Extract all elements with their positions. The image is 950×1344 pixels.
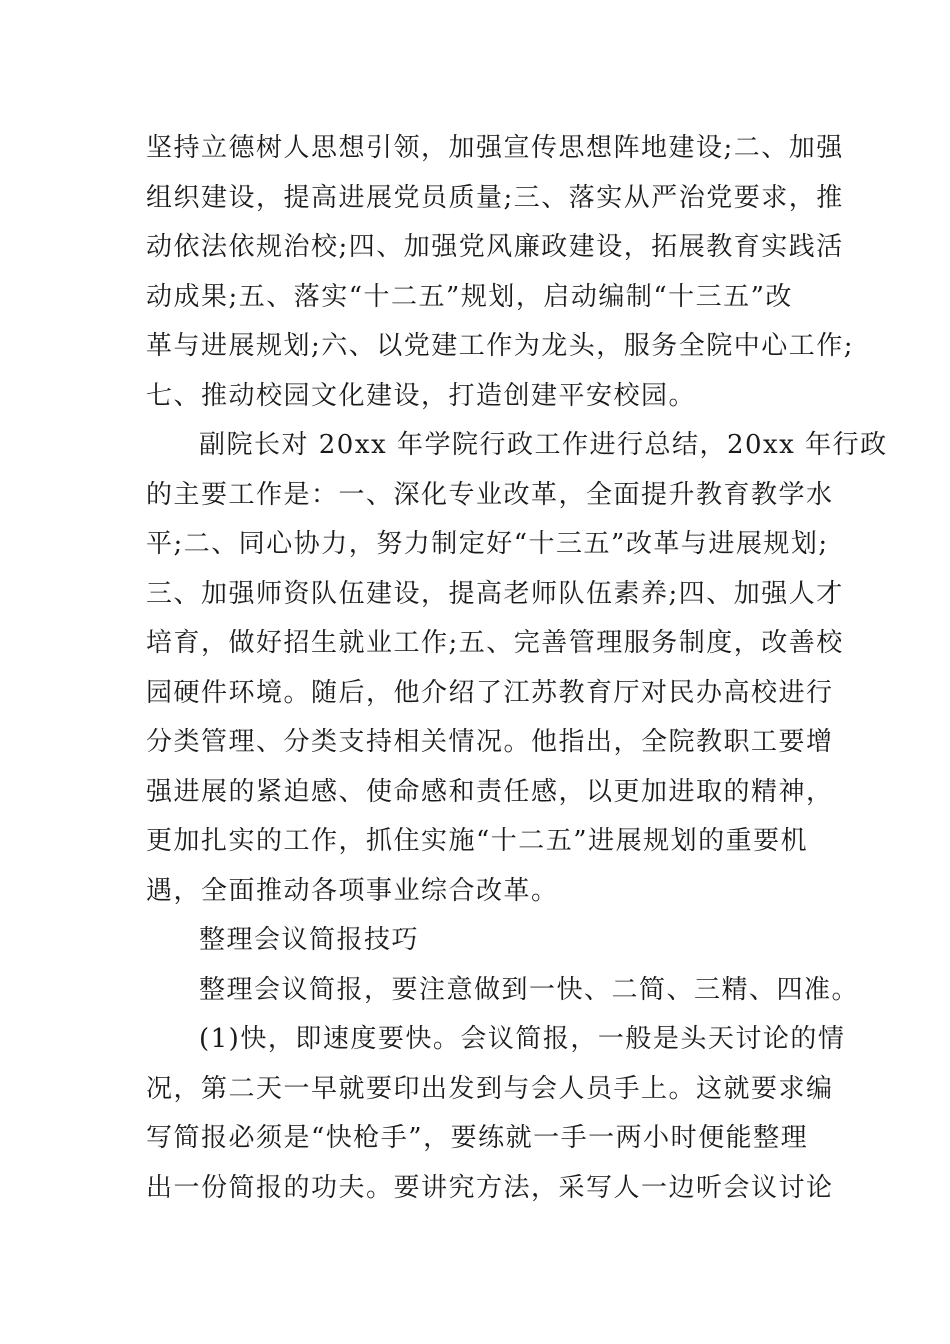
- text-line: 的主要工作是：一、深化专业改革，全面提升教育教学水: [146, 479, 834, 510]
- text-line: 园硬件环境。随后，他介绍了江苏教育厅对民办高校进行: [146, 677, 834, 708]
- text-line: 分类管理、分类支持相关情况。他指出，全院教职工要增: [146, 727, 834, 757]
- text-line: 动依法依规治校;四、加强党风廉政建设，拓展教育实践活: [146, 232, 844, 262]
- text-line: 写简报必须是“快枪手”，要练就一手一两小时便能整理: [146, 1123, 809, 1153]
- text-line: 强进展的紧迫感、使命感和责任感，以更加进取的精神，: [146, 776, 834, 807]
- text-line: 三、加强师资队伍建设，提高老师队伍素养;四、加强人才: [146, 578, 844, 609]
- text-line: 更加扎实的工作，抓住实施“十二五”进展规划的重要机: [146, 826, 809, 856]
- text-line: 况，第二天一早就要印出发到与会人员手上。这就要求编: [146, 1073, 834, 1104]
- text-line: 组织建设，提高进展党员质量;三、落实从严治党要求，推: [146, 182, 844, 213]
- text-line: 遇，全面推动各项事业综合改革。: [146, 875, 559, 906]
- text-line: (1)快，即速度要快。会议简报，一般是头天讨论的情: [199, 1024, 846, 1054]
- text-line: 培育，做好招生就业工作;五、完善管理服务制度，改善校: [146, 628, 844, 658]
- text-line: 革与进展规划;六、以党建工作为龙头，服务全院中心工作;: [146, 331, 855, 361]
- text-line: 整理会议简报，要注意做到一快、二简、三精、四准。: [199, 974, 860, 1005]
- text-line: 坚持立德树人思想引领，加强宣传思想阵地建设;二、加强: [146, 133, 844, 163]
- section-heading: 整理会议简报技巧: [199, 925, 420, 955]
- text-line: 副院长对 20xx 年学院行政工作进行总结，20xx 年行政: [199, 430, 888, 460]
- text-line: 七、推动校园文化建设，打造创建平安校园。: [146, 380, 697, 411]
- document-body: [146, 124, 888, 1213]
- text-line: 平;二、同心协力，努力制定好“十三五”改革与进展规划;: [146, 529, 829, 559]
- text-line: 动成果;五、落实“十二五”规划，启动编制“十三五”改: [146, 281, 793, 312]
- text-line: 出一份简报的功夫。要讲究方法，采写人一边听会议讨论: [146, 1172, 834, 1203]
